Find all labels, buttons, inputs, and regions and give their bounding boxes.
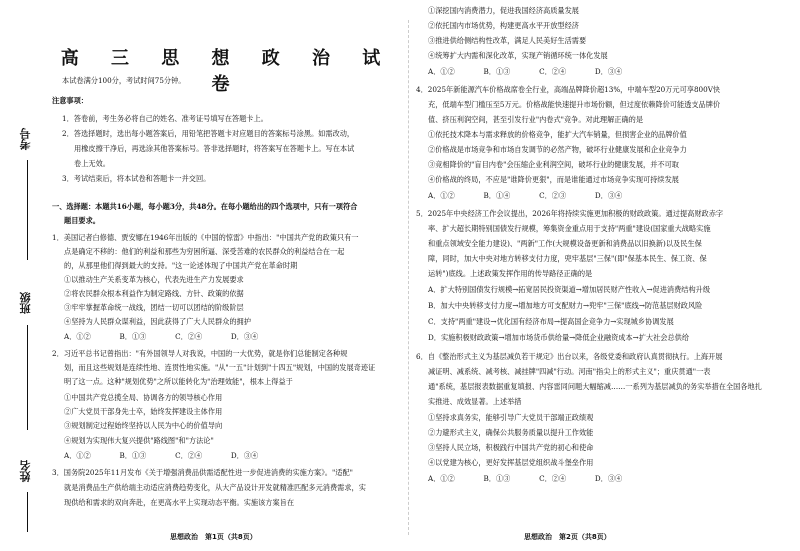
page-2-footer: 思想政治 第2页（共8页） [524, 533, 611, 541]
text-line: ④坚持为人民群众谋利益，因此获得了广大人民群众的拥护 [64, 317, 251, 326]
class-label: 班级 [19, 292, 32, 314]
text-line: ④统筹扩大内需和深化改革，实现产销循环统一体化发展 [428, 51, 608, 60]
text-line: 一、选择题：本题共16小题，每小题3分，共48分。在每小题给出的四个选项中，只有一项符合 [52, 202, 358, 211]
text-line: ②依托国内市场优势，构建更高水平开放型经济 [428, 21, 579, 30]
text-line: 3．国务院2025年11月发布《关于增强消费品供需适配性进一步促进消费的实施方案》。"适配" [52, 468, 353, 477]
text-line: 现供给和需求的双向奔赴，在更高水平上实现动态平衡。实施该方案旨在 [64, 498, 295, 507]
text-line: 1．答卷前，考生务必将自己的姓名、准考证号填写在答题卡上。 [62, 114, 268, 123]
text-line: 2．习近平总书记曾指出："有外国领导人对我说，中国的一大优势，就是你们总能制定各种规 [52, 349, 348, 358]
gutter-line [27, 160, 28, 260]
text-line: B．加大中央转移支付力度→增加地方可支配财力→兜牢"三保"底线→防范基层财政风险 [428, 301, 703, 310]
text-line: ②力避形式主义，确保公共服务质量以提升工作效能 [428, 428, 594, 437]
text-line: 充，低端车型门槛压至5万元。价格战能快速提升市场份额，但过度依赖降价可能透支品牌价 [428, 100, 721, 109]
text-line: ④价格战的终局，不应是"谁降价更狠"，而是谁能通过市场竞争实现可持续发展 [428, 175, 679, 184]
text-line: ①坚持求真务实，能够引导广大党员干部端正政绩观 [428, 413, 594, 422]
text-line: A．扩大特别国债发行规模→拓宽居民投资渠道→增加居民财产性收入→促进消费结构升级 [428, 285, 711, 294]
text-line: 减证明、减系统、减考核、减挂牌"四减"行动。河南"指尖上的形式主义"；重庆贯通"一表 [428, 367, 711, 376]
text-line: C．支持"两重"建设→优化国有经济布局→提高国企竞争力→实现城乡协调发展 [428, 317, 674, 326]
name-label: 姓名 [19, 460, 32, 482]
text-line: ③坚持人民立场，积极践行中国共产党的初心和使命 [428, 443, 594, 452]
text-line: 运转")底线。上述政策发挥作用的传导路径正确的是 [428, 269, 593, 278]
text-line: 题目要求。 [64, 216, 100, 225]
text-line: 值、挤压利润空间，甚至引发行业"内卷式"竞争。对此理解正确的是 [428, 115, 644, 124]
text-line: 4．2025年新能源汽车价格战席卷全行业，高端品牌降价超13%，中端车型20万元可享800V快 [416, 85, 721, 94]
text-line: ④规划为实现伟大复兴提供"路线图"和"方法论" [64, 436, 214, 445]
text-line: 率、扩大超长期特别国债发行规模，筹集资金重点用于支持"两重"建设(国家重大战略实施 [428, 224, 711, 233]
page-1 [52, 0, 402, 551]
text-line: 明了这一点。这种"规划优势"之所以能转化为"治理效能"，根本上得益于 [64, 377, 293, 386]
text-line: D．实施积极财政政策→增加市场货币供给量→降低企业融资成本→扩大社会总供给 [428, 333, 690, 342]
gutter-line [27, 492, 28, 532]
text-line: ③竞相降价的"盲目内卷"会压缩企业利润空间，破坏行业的健康发展，并不可取 [428, 160, 679, 169]
text-line: A．①② B．①④ C．②③ D．③④ [428, 191, 623, 200]
text-line: ①中国共产党总揽全局、协调各方的领导核心作用 [64, 393, 223, 402]
text-line: 障，同时，加大中央对地方转移支付力度，兜牢基层"三保"(即"保基本民生、保工资、保 [428, 254, 707, 263]
text-line: 用橡皮擦干净后，再选涂其他答案标号。答非选择题时，将答案写在答题卡上。写在本试 [74, 144, 355, 153]
exam-title: 高 三 思 想 政 治 试 卷 [60, 48, 394, 95]
text-line: 3．考试结束后，将本试卷和答题卡一并交回。 [62, 174, 211, 183]
gutter-line [27, 325, 28, 430]
text-line: 6．自《整治形式主义为基层减负若干规定》出台以来，各级党委和政府认真贯彻执行。上海开展 [416, 352, 723, 361]
page-2 [416, 0, 790, 551]
text-line: 5．2025年中央经济工作会议提出，2026年将持续实施更加积极的财政政策。通过提高财政赤字 [416, 209, 724, 218]
text-line: 通"系统，基层报表数据重复填报、内容雷同问题大幅缩减……一系列为基层减负的务实举措在全国各地扎 [428, 382, 762, 391]
text-line: A．①② B．①③ C．②④ D．③④ [428, 474, 623, 483]
text-line: ②将农民群众根本利益作为制定路线、方针、政策的依据 [64, 289, 244, 298]
text-line: ③规划制定过程始终坚持以人民为中心的价值导向 [64, 421, 223, 430]
text-line: 卷上无效。 [74, 159, 110, 168]
text-line: A．①② B．①③ C．②④ D．③④ [64, 451, 259, 460]
text-line: ②价格战是市场竞争和市场自发调节的必然产物，破坏行业健康发展和企业竞争力 [428, 145, 687, 154]
text-line: 1．美国记者白修德、贾安娜在1946年出版的《中国的惊雷》中指出："中国共产党的政策只有一 [52, 233, 359, 242]
text-line: 划，而且这些规划是连续性地、连贯性地实施。"从"一五"计划到"十四五"规划，中国的发展奇迹证 [64, 363, 376, 372]
text-line: ②广大党员干部身先士卒，始终发挥建设主体作用 [64, 407, 223, 416]
text-line: ①依托技术降本与需求释放的价格竞争，能扩大汽车销量，但损害企业的品牌价值 [428, 130, 687, 139]
text-line: ④以党建为核心，更好发挥基层党组织战斗堡垒作用 [428, 458, 594, 467]
text-line: A．①② B．①③ C．②④ D．③④ [64, 332, 259, 341]
text-line: 实推进、成效显著。上述举措 [428, 397, 522, 406]
binding-gutter [0, 0, 52, 551]
text-line: ①深挖国内消费潜力，促进我国经济高质量发展 [428, 6, 579, 15]
text-line: 就是消费品生产供给端主动适应消费趋势变化，从大产品设计开发就精准匹配多元消费需求，实 [64, 483, 366, 492]
text-line: ③牢牢掌握革命统一战线，团结一切可以团结的阶级阶层 [64, 303, 244, 312]
page-1-footer: 思想政治 第1页（共8页） [170, 533, 257, 541]
text-line: 本试卷满分100分，考试时间75分钟。 [62, 76, 186, 85]
text-line: 点是确定不移的：他们的利益和那些为穷困所逼、深受苦难的农民群众的利益结合在一起 [64, 247, 345, 256]
text-line: ①以推动生产关系变革为核心，代表先进生产力发展要求 [64, 275, 244, 284]
text-line: 的，从那里他们得到最大的支持。"这一论述体现了中国共产党在革命时期 [64, 261, 298, 270]
text-line: A．①② B．①③ C．②④ D．③④ [428, 67, 623, 76]
text-line: 注意事项： [52, 96, 88, 105]
text-line: 和重点领域安全能力建设)、"两新"工作(大规模设备更新和消费品以旧换新)以及民生保 [428, 239, 702, 248]
page-divider [408, 20, 409, 535]
text-line: 2．答选择题时，选出每小题答案后，用铅笔把答题卡对应题目的答案标号涂黑。如需改动， [62, 129, 355, 138]
exam-number-label: 考号 [19, 128, 32, 150]
text-line: ③推进供给侧结构性改革，满足人民美好生活需要 [428, 36, 587, 45]
